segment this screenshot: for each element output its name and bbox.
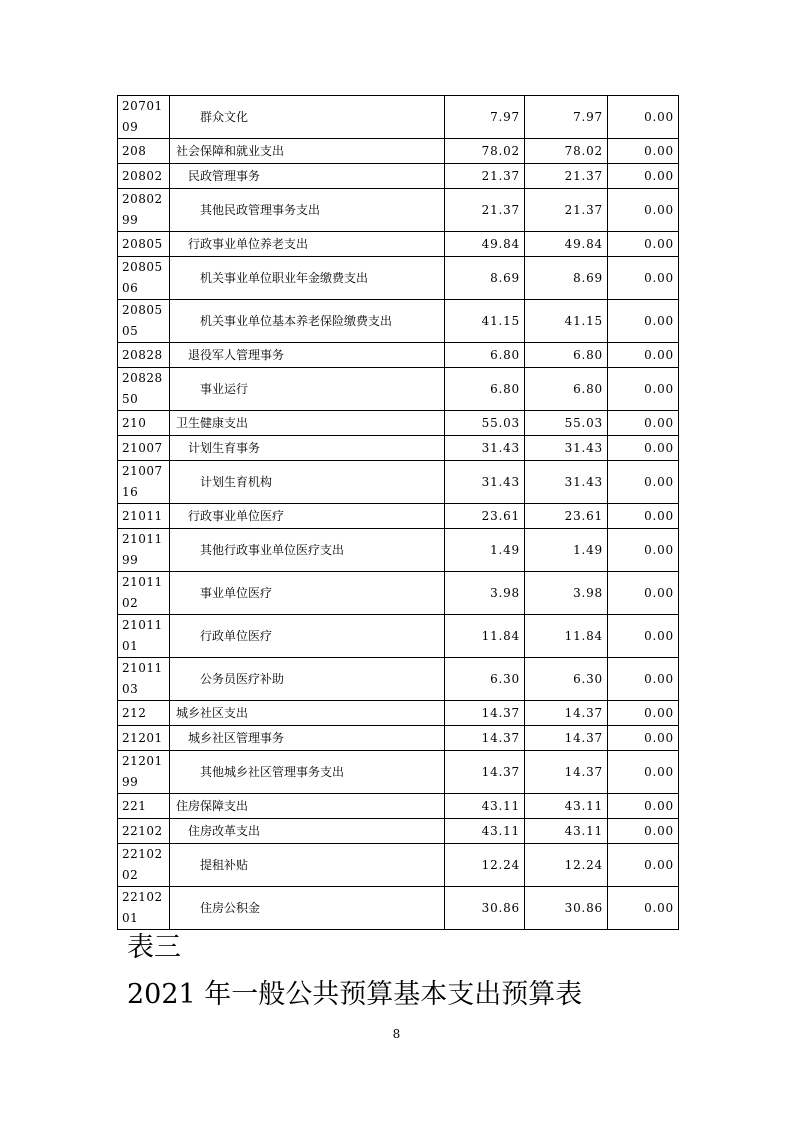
- row-value-1: 49.84: [445, 232, 525, 257]
- row-value-3: 0.00: [608, 232, 679, 257]
- row-name: 民政管理事务: [170, 164, 445, 189]
- row-value-2: 43.11: [525, 794, 608, 819]
- row-code: 22102: [118, 819, 170, 844]
- row-value-3: 0.00: [608, 189, 679, 232]
- row-value-3: 0.00: [608, 529, 679, 572]
- table-row: [118, 461, 679, 504]
- row-code: 20805 05: [118, 300, 170, 343]
- row-code: 21011 01: [118, 615, 170, 658]
- row-code: 20828 50: [118, 368, 170, 411]
- table-row: [118, 819, 679, 844]
- row-value-2: 7.97: [525, 96, 608, 139]
- row-value-3: 0.00: [608, 368, 679, 411]
- row-value-3: 0.00: [608, 504, 679, 529]
- row-value-2: 30.86: [525, 887, 608, 930]
- row-code: 20802 99: [118, 189, 170, 232]
- row-name: 退役军人管理事务: [170, 343, 445, 368]
- row-value-2: 49.84: [525, 232, 608, 257]
- row-value-2: 14.37: [525, 751, 608, 794]
- row-name: 城乡社区管理事务: [170, 726, 445, 751]
- row-value-1: 3.98: [445, 572, 525, 615]
- row-value-3: 0.00: [608, 96, 679, 139]
- row-value-2: 41.15: [525, 300, 608, 343]
- row-name: 行政事业单位医疗: [170, 504, 445, 529]
- row-value-1: 55.03: [445, 411, 525, 436]
- row-value-3: 0.00: [608, 701, 679, 726]
- row-value-1: 43.11: [445, 794, 525, 819]
- row-value-2: 78.02: [525, 139, 608, 164]
- table-row: [118, 343, 679, 368]
- row-value-2: 6.80: [525, 343, 608, 368]
- row-value-3: 0.00: [608, 726, 679, 751]
- row-code: 21007 16: [118, 461, 170, 504]
- budget-table-body: [118, 96, 679, 930]
- row-value-3: 0.00: [608, 461, 679, 504]
- row-name: 住房保障支出: [170, 794, 445, 819]
- table-row: [118, 436, 679, 461]
- row-value-1: 21.37: [445, 164, 525, 189]
- row-value-2: 55.03: [525, 411, 608, 436]
- row-name: 群众文化: [170, 96, 445, 139]
- row-name: 社会保障和就业支出: [170, 139, 445, 164]
- table-row: [118, 615, 679, 658]
- row-value-1: 23.61: [445, 504, 525, 529]
- row-value-1: 8.69: [445, 257, 525, 300]
- table-row: [118, 189, 679, 232]
- row-value-3: 0.00: [608, 615, 679, 658]
- row-value-3: 0.00: [608, 411, 679, 436]
- row-value-3: 0.00: [608, 300, 679, 343]
- row-name: 其他城乡社区管理事务支出: [170, 751, 445, 794]
- row-value-3: 0.00: [608, 343, 679, 368]
- row-code: 21011 02: [118, 572, 170, 615]
- row-code: 208: [118, 139, 170, 164]
- table-row: [118, 844, 679, 887]
- row-value-1: 6.80: [445, 368, 525, 411]
- row-name: 其他民政管理事务支出: [170, 189, 445, 232]
- row-code: 212: [118, 701, 170, 726]
- table-row: [118, 701, 679, 726]
- row-code: 20805 06: [118, 257, 170, 300]
- row-code: 221: [118, 794, 170, 819]
- row-name: 住房公积金: [170, 887, 445, 930]
- row-name: 行政事业单位养老支出: [170, 232, 445, 257]
- table-row: [118, 529, 679, 572]
- table-row: [118, 794, 679, 819]
- row-value-2: 8.69: [525, 257, 608, 300]
- row-name: 机关事业单位职业年金缴费支出: [170, 257, 445, 300]
- row-value-2: 11.84: [525, 615, 608, 658]
- row-value-3: 0.00: [608, 844, 679, 887]
- row-code: 20805: [118, 232, 170, 257]
- row-code: 20828: [118, 343, 170, 368]
- table-row: [118, 411, 679, 436]
- row-code: 21007: [118, 436, 170, 461]
- row-value-3: 0.00: [608, 164, 679, 189]
- row-value-2: 3.98: [525, 572, 608, 615]
- table-row: [118, 96, 679, 139]
- table-row: [118, 887, 679, 930]
- row-name: 城乡社区支出: [170, 701, 445, 726]
- table-row: [118, 368, 679, 411]
- row-value-1: 6.30: [445, 658, 525, 701]
- row-name: 机关事业单位基本养老保险缴费支出: [170, 300, 445, 343]
- row-name: 事业单位医疗: [170, 572, 445, 615]
- table-label: 表三: [127, 932, 181, 963]
- row-value-3: 0.00: [608, 794, 679, 819]
- row-value-2: 14.37: [525, 701, 608, 726]
- row-value-2: 21.37: [525, 189, 608, 232]
- row-name: 事业运行: [170, 368, 445, 411]
- row-value-2: 43.11: [525, 819, 608, 844]
- budget-table: [117, 95, 679, 930]
- row-code: 22102 02: [118, 844, 170, 887]
- row-value-3: 0.00: [608, 887, 679, 930]
- row-code: 21201 99: [118, 751, 170, 794]
- row-value-2: 31.43: [525, 436, 608, 461]
- row-name: 卫生健康支出: [170, 411, 445, 436]
- row-code: 22102 01: [118, 887, 170, 930]
- table-title: 2021 年一般公共预算基本支出预算表: [127, 979, 583, 1010]
- row-value-1: 14.37: [445, 726, 525, 751]
- row-name: 计划生育事务: [170, 436, 445, 461]
- table-row: [118, 572, 679, 615]
- table-row: [118, 658, 679, 701]
- row-value-3: 0.00: [608, 751, 679, 794]
- row-code: 21011 03: [118, 658, 170, 701]
- row-name: 住房改革支出: [170, 819, 445, 844]
- row-code: 21011 99: [118, 529, 170, 572]
- table-row: [118, 751, 679, 794]
- row-code: 20701 09: [118, 96, 170, 139]
- table-row: [118, 232, 679, 257]
- row-name: 计划生育机构: [170, 461, 445, 504]
- row-value-3: 0.00: [608, 436, 679, 461]
- row-value-1: 12.24: [445, 844, 525, 887]
- row-name: 提租补贴: [170, 844, 445, 887]
- row-value-2: 23.61: [525, 504, 608, 529]
- row-value-2: 31.43: [525, 461, 608, 504]
- row-value-1: 21.37: [445, 189, 525, 232]
- row-value-1: 7.97: [445, 96, 525, 139]
- row-value-3: 0.00: [608, 257, 679, 300]
- row-value-2: 21.37: [525, 164, 608, 189]
- row-name: 其他行政事业单位医疗支出: [170, 529, 445, 572]
- row-value-1: 11.84: [445, 615, 525, 658]
- row-value-1: 14.37: [445, 701, 525, 726]
- row-code: 21011: [118, 504, 170, 529]
- table-row: [118, 504, 679, 529]
- row-value-1: 31.43: [445, 461, 525, 504]
- row-value-1: 14.37: [445, 751, 525, 794]
- row-value-1: 78.02: [445, 139, 525, 164]
- row-value-1: 31.43: [445, 436, 525, 461]
- row-value-3: 0.00: [608, 139, 679, 164]
- row-value-1: 1.49: [445, 529, 525, 572]
- row-code: 21201: [118, 726, 170, 751]
- table-row: [118, 164, 679, 189]
- table-row: [118, 257, 679, 300]
- row-value-2: 6.80: [525, 368, 608, 411]
- row-value-2: 14.37: [525, 726, 608, 751]
- row-value-1: 41.15: [445, 300, 525, 343]
- page-number: 8: [392, 1027, 401, 1041]
- row-value-3: 0.00: [608, 572, 679, 615]
- row-value-2: 12.24: [525, 844, 608, 887]
- row-code: 20802: [118, 164, 170, 189]
- row-name: 行政单位医疗: [170, 615, 445, 658]
- row-value-1: 43.11: [445, 819, 525, 844]
- row-value-3: 0.00: [608, 819, 679, 844]
- row-value-1: 6.80: [445, 343, 525, 368]
- table-row: [118, 726, 679, 751]
- table-row: [118, 300, 679, 343]
- row-value-2: 6.30: [525, 658, 608, 701]
- row-name: 公务员医疗补助: [170, 658, 445, 701]
- row-code: 210: [118, 411, 170, 436]
- row-value-3: 0.00: [608, 658, 679, 701]
- row-value-1: 30.86: [445, 887, 525, 930]
- table-row: [118, 139, 679, 164]
- row-value-2: 1.49: [525, 529, 608, 572]
